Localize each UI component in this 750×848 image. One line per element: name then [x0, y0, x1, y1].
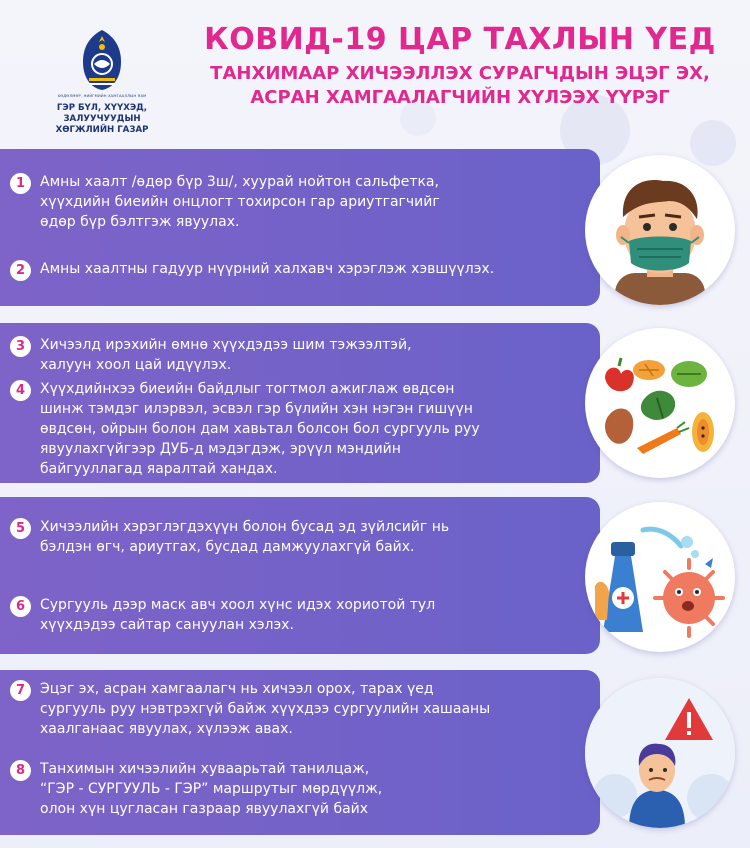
school-warning-illustration — [585, 678, 735, 828]
soyombo-emblem-icon — [77, 28, 127, 92]
item-number: 5 — [10, 518, 31, 539]
vegetables-icon — [585, 328, 735, 478]
spray-bottle-icon — [585, 502, 735, 652]
item-text: Амны хаалтны гадуур нүүрний халхавч хэрэглэж хэвшүүлэх. — [40, 261, 495, 277]
virus-decoration — [690, 120, 736, 166]
org-name-line: ГЭР БҮЛ, ХҮҮХЭД, ЗАЛУУЧУУДЫН — [56, 103, 148, 124]
logo-ministry-text: ХӨДӨЛМӨР, НИЙГМИЙН ХАМГААЛЛЫН ЯАМ — [57, 94, 147, 98]
organization-logo — [22, 28, 182, 138]
sub-title-line: АСРАН ХАМГААЛАГЧИЙН ХҮЛЭЭХ ҮҮРЭГ — [250, 87, 670, 108]
guideline-card — [0, 149, 600, 306]
item-text: Эцэг эх, асран хамгаалагч нь хичээл орох, тарах үед сургууль руу нэвтрэхгүй байж хүүхдээ сургуулийн хашааны хаалганаас явуулах, хүлээж авах. — [40, 681, 491, 737]
item-number: 7 — [10, 680, 31, 701]
sub-title — [180, 62, 740, 110]
item-text: Хичээлийн хэрэглэгдэхүүн болон бусад эд зүйлсийг нь бэлдэн өгч, ариутгах, бусдад дамжуулахгүй байх. — [40, 519, 450, 555]
disinfectant-spray-illustration — [585, 502, 735, 652]
item-text: Танхимын хичээлийн хуваарьтай танилцаж, “ГЭР - СУРГУУЛЬ - ГЭР” маршрутыг мөрдүүлж, олон хүн цугласан газраар явуулахгүй байх — [40, 761, 383, 817]
guideline-card — [0, 497, 600, 654]
item-text: Хичээлд ирэхийн өмнө хүүхдэдээ шим тэжээлтэй, халуун хоол цай идүүлэх. — [40, 337, 412, 373]
boy-with-mask-illustration — [585, 155, 735, 305]
item-text: Хүүхдийнхээ биеийн байдлыг тогтмол ажиглаж өвдсөн шинж тэмдэг илэрвэл, эсвэл гэр бүлийн хэн нэгэн гишүүн өвдсөн, ойрын болон дам хавьтал болсон бол сургууль руу явуулахгүйгээр ДУБ-д мэдэгдэж, эрүүл мэндийн байгууллагад яаралтай хандах. — [40, 381, 480, 477]
item-number: 1 — [10, 173, 31, 194]
item-text: Сургууль дээр маск авч хоол хүнс идэх хориотой тул хүүхдэдээ сайтар сануулан хэлэх. — [40, 597, 436, 633]
item-number: 6 — [10, 596, 31, 617]
sub-title-line: ТАНХИМААР ХИЧЭЭЛЛЭХ СУРАГЧДЫН ЭЦЭГ ЭХ, — [210, 63, 710, 84]
org-name-line: ХӨГЖЛИЙН ГАЗАР — [55, 125, 149, 135]
warning-sign-icon — [585, 678, 735, 828]
item-text: Амны хаалт /өдөр бүр 3ш/, хуурай нойтон сальфетка, хүүхдийн биеийн онцлогт тохирсон гар ариутгагчийг өдөр бүр бэлтгэж явуулах. — [40, 174, 440, 230]
item-number: 3 — [10, 336, 31, 357]
guideline-card — [0, 670, 600, 835]
item-number: 8 — [10, 760, 31, 781]
masked-boy-icon — [585, 155, 735, 305]
guideline-card — [0, 323, 600, 483]
healthy-food-illustration — [585, 328, 735, 478]
main-title: КОВИД-19 ЦАР ТАХЛЫН ҮЕД — [204, 22, 716, 57]
item-number: 4 — [10, 380, 31, 401]
logo-organization-name — [22, 103, 182, 136]
item-number: 2 — [10, 260, 31, 281]
